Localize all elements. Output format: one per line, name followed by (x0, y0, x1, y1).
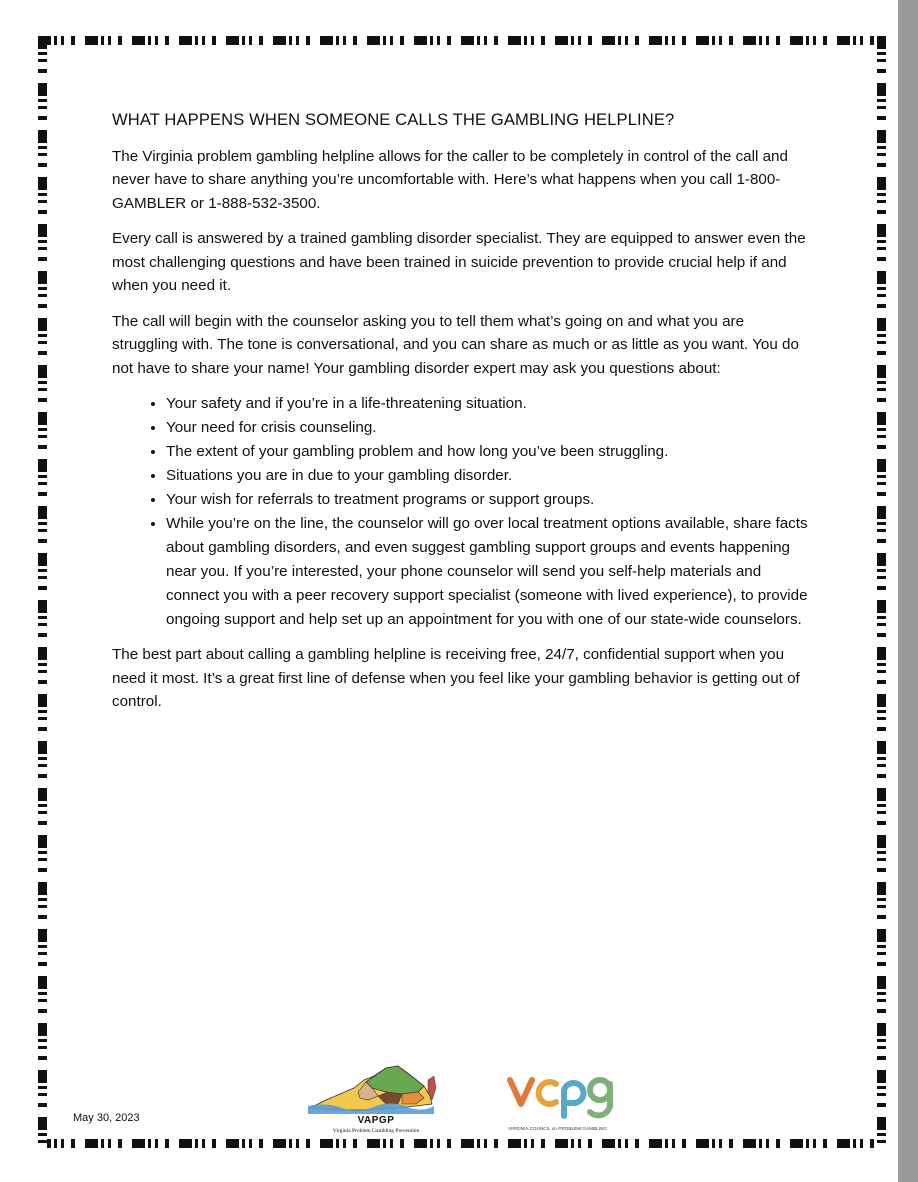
paragraph-specialist: Every call is answered by a trained gambling disorder specialist. They are equipped to answer even the most challenging questions and have been trained in suicide prevention to provide crucial help if and when you need it. (112, 230, 806, 294)
decorative-border-top (38, 36, 886, 45)
list-item: • Your wish for referrals to treatment programs or support groups. (166, 488, 812, 512)
list-item: • While you’re on the line, the counselor will go over local treatment options available, share facts about gambling disorders, and even suggest gambling support groups and events happening near you. If you’re interested, your phone counselor will send you self-help materials and connect you with a peer recovery support specialist (someone with lived experience), to provide ongoing support and help set up an appointment for you with one of our state-wide counselors. (166, 512, 812, 632)
document-date: May 30, 2023 (73, 1112, 140, 1124)
decorative-border-right (877, 36, 886, 1148)
questions-list (112, 392, 812, 632)
decorative-border-left (38, 36, 47, 1148)
vcpg-logo-subtitle: VIRGINIA COUNCIL on PROBLEM GAMBLING (508, 1126, 607, 1131)
document-heading: WHAT HAPPENS WHEN SOMEONE CALLS THE GAMBLING HELPLINE? (112, 110, 675, 129)
vapgp-logo-subtitle: Virginia Problem Gambling Prevention (332, 1128, 420, 1134)
list-item: • Your need for crisis counseling. (166, 416, 812, 440)
vapgp-logo-label: VAPGP (357, 1115, 395, 1126)
vcpg-logo (506, 1066, 626, 1136)
paragraph-closing: The best part about calling a gambling helpline is receiving free, 24/7, confidential support when you need it most. It’s a great first line of defense when you feel like your gambling behavior is getting out of control. (112, 646, 800, 710)
document-body (112, 108, 812, 726)
vapgp-logo (306, 1058, 446, 1140)
decorative-border-bottom (38, 1139, 886, 1148)
list-item: • The extent of your gambling problem and how long you’ve been struggling. (166, 440, 812, 464)
paragraph-call-begins: The call will begin with the counselor asking you to tell them what’s going on and what you are struggling with. The tone is conversational, and you can share as much or as little as you want. You do not have to share your name! Your gambling disorder expert may ask you questions about: (112, 312, 799, 377)
virginia-map-icon (306, 1058, 446, 1116)
paragraph-intro: The Virginia problem gambling helpline allows for the caller to be completely in control of the call and never have to share anything you’re uncomfortable with. Here’s what happens when you call 1-800-GAMBLER or 1-888-532-3500. (112, 147, 788, 212)
list-item: • Situations you are in due to your gambling disorder. (166, 464, 812, 488)
list-item: • Your safety and if you’re in a life-threatening situation. (166, 392, 812, 416)
vcpg-wordmark-icon (506, 1066, 626, 1124)
